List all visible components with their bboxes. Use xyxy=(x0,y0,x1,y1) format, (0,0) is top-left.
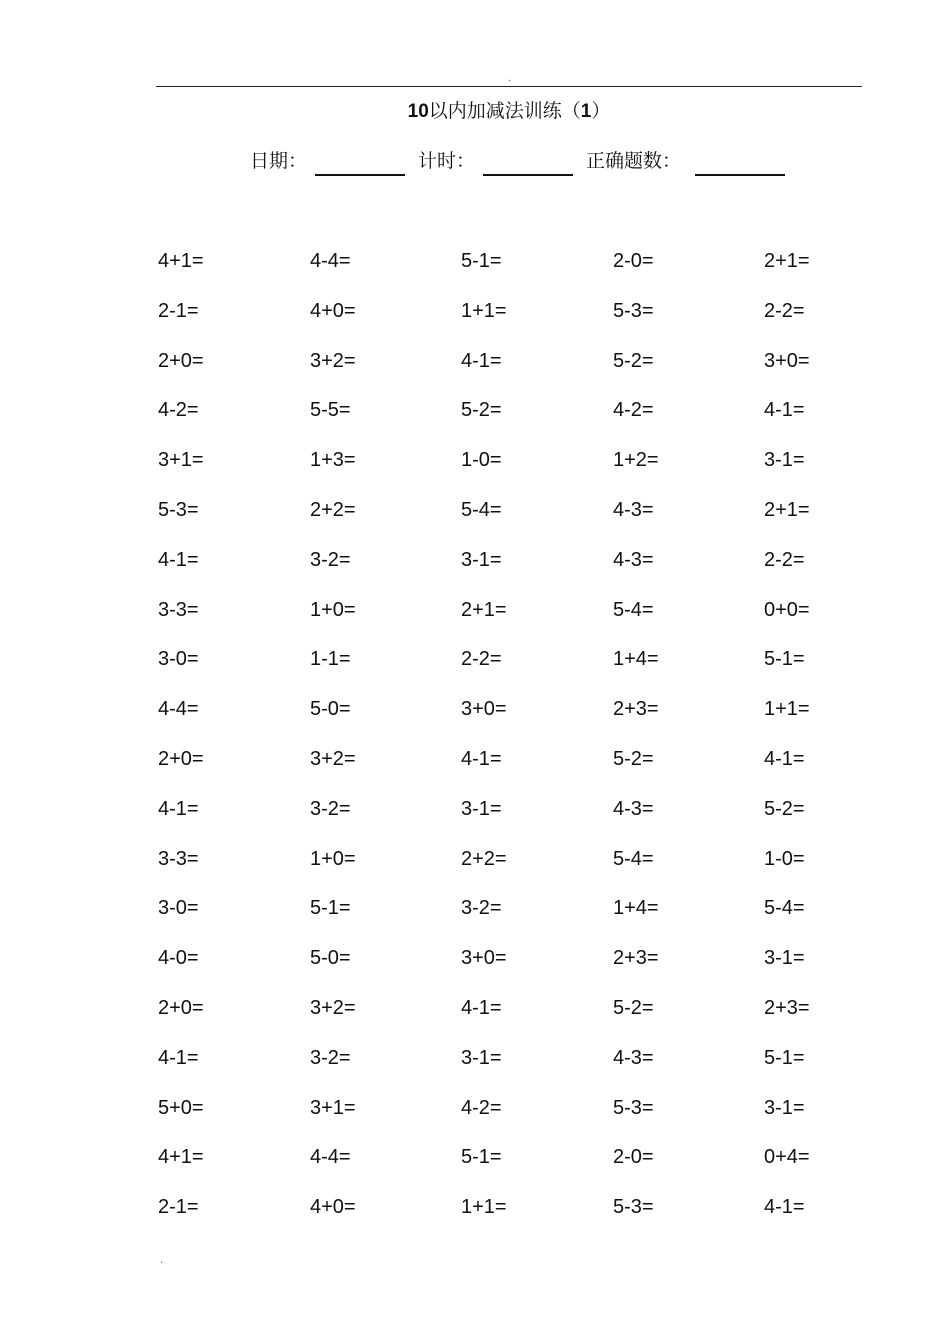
problem-item: 1+0= xyxy=(310,848,356,870)
problem-item: 2-2= xyxy=(764,300,805,322)
problem-item: 5-1= xyxy=(764,1047,805,1069)
problem-item: 3-2= xyxy=(310,798,351,820)
problem-item: 5-2= xyxy=(613,997,654,1019)
problem-item: 4-3= xyxy=(613,798,654,820)
problem-item: 4-1= xyxy=(158,798,199,820)
problem-item: 3-1= xyxy=(764,947,805,969)
problem-item: 2-1= xyxy=(158,1196,199,1218)
problem-item: 5-4= xyxy=(461,499,502,521)
problem-item: 4-2= xyxy=(613,399,654,421)
problem-item: 4-1= xyxy=(461,350,502,372)
problem-item: 3-1= xyxy=(461,798,502,820)
problem-item: 4-2= xyxy=(158,399,199,421)
problem-item: 3-1= xyxy=(764,1097,805,1119)
date-label: 日期： xyxy=(250,150,308,172)
problem-item: 5-2= xyxy=(461,399,502,421)
problem-item: 1+1= xyxy=(764,698,810,720)
problem-item: 5-2= xyxy=(613,748,654,770)
title-number: 10 xyxy=(407,101,429,122)
problem-item: 5-3= xyxy=(158,499,199,521)
problem-item: 1+4= xyxy=(613,648,659,670)
problem-item: 0+0= xyxy=(764,599,810,621)
problem-item: 5-4= xyxy=(613,848,654,870)
problem-item: 5+0= xyxy=(158,1097,204,1119)
problem-item: 4-3= xyxy=(613,1047,654,1069)
problem-item: 5-4= xyxy=(764,897,805,919)
problem-item: 5-5= xyxy=(310,399,351,421)
problem-item: 1-0= xyxy=(461,449,502,471)
problem-item: 4-3= xyxy=(613,549,654,571)
problem-item: 1+4= xyxy=(613,897,659,919)
problem-item: 4-1= xyxy=(764,399,805,421)
problem-item: 2+3= xyxy=(613,947,659,969)
problem-item: 2-2= xyxy=(764,549,805,571)
problem-item: 3+0= xyxy=(461,947,507,969)
problem-item: 2-1= xyxy=(158,300,199,322)
problem-item: 5-1= xyxy=(461,1146,502,1168)
problem-item: 1-1= xyxy=(310,648,351,670)
problem-item: 2+0= xyxy=(158,997,204,1019)
problem-item: 3-1= xyxy=(461,1047,502,1069)
problem-item: 3+2= xyxy=(310,350,356,372)
problem-item: 2-0= xyxy=(613,250,654,272)
problem-item: 1+0= xyxy=(310,599,356,621)
problem-item: 2+3= xyxy=(613,698,659,720)
bottom-mark: . xyxy=(160,1255,164,1266)
problem-item: 1+1= xyxy=(461,300,507,322)
problem-item: 5-0= xyxy=(310,947,351,969)
problem-item: 3+0= xyxy=(764,350,810,372)
problem-item: 5-1= xyxy=(310,897,351,919)
problem-item: 5-3= xyxy=(613,1196,654,1218)
problem-item: 1+1= xyxy=(461,1196,507,1218)
problem-item: 5-0= xyxy=(310,698,351,720)
correct-count-label: 正确题数： xyxy=(586,150,682,172)
top-mark: . xyxy=(508,73,512,84)
problem-item: 4-1= xyxy=(158,549,199,571)
problem-item: 3+2= xyxy=(310,748,356,770)
problem-item: 4-4= xyxy=(310,250,351,272)
problem-item: 3+1= xyxy=(310,1097,356,1119)
problem-item: 0+4= xyxy=(764,1146,810,1168)
problem-item: 4-1= xyxy=(461,748,502,770)
problem-item: 2+3= xyxy=(764,997,810,1019)
problem-item: 4+0= xyxy=(310,1196,356,1218)
problem-item: 3+0= xyxy=(461,698,507,720)
problem-item: 3-2= xyxy=(310,549,351,571)
problem-item: 5-3= xyxy=(613,300,654,322)
problem-item: 1+3= xyxy=(310,449,356,471)
problem-item: 4-1= xyxy=(158,1047,199,1069)
problem-item: 4-4= xyxy=(310,1146,351,1168)
problem-item: 3-2= xyxy=(461,897,502,919)
problem-item: 4-1= xyxy=(461,997,502,1019)
problem-item: 3-1= xyxy=(461,549,502,571)
problem-item: 1+2= xyxy=(613,449,659,471)
problem-item: 2+1= xyxy=(764,250,810,272)
title-text: 以内加减法训练（ xyxy=(428,100,581,122)
problem-item: 2+2= xyxy=(310,499,356,521)
problem-item: 4-4= xyxy=(158,698,199,720)
problem-item: 2+0= xyxy=(158,350,204,372)
time-label: 计时： xyxy=(418,150,476,172)
problem-item: 4+1= xyxy=(158,1146,204,1168)
problem-item: 5-3= xyxy=(613,1097,654,1119)
problem-item: 3-1= xyxy=(764,449,805,471)
problem-item: 1-0= xyxy=(764,848,805,870)
problem-item: 2+1= xyxy=(764,499,810,521)
problem-item: 5-1= xyxy=(461,250,502,272)
problem-item: 4-1= xyxy=(764,748,805,770)
problem-item: 2+1= xyxy=(461,599,507,621)
problem-item: 4+1= xyxy=(158,250,204,272)
problem-item: 2+2= xyxy=(461,848,507,870)
problem-item: 4-0= xyxy=(158,947,199,969)
problem-item: 3-0= xyxy=(158,897,199,919)
problem-item: 2-2= xyxy=(461,648,502,670)
title-index: 1 xyxy=(580,101,592,122)
problem-item: 2-0= xyxy=(613,1146,654,1168)
title-close: ） xyxy=(591,100,611,122)
problem-item: 3+2= xyxy=(310,997,356,1019)
problem-item: 4-1= xyxy=(764,1196,805,1218)
problem-item: 3+1= xyxy=(158,449,204,471)
problem-item: 5-2= xyxy=(764,798,805,820)
problem-item: 3-3= xyxy=(158,848,199,870)
problem-item: 5-2= xyxy=(613,350,654,372)
problem-item: 3-0= xyxy=(158,648,199,670)
problem-item: 4-3= xyxy=(613,499,654,521)
problem-item: 4+0= xyxy=(310,300,356,322)
problem-item: 3-3= xyxy=(158,599,199,621)
problem-item: 5-1= xyxy=(764,648,805,670)
problem-item: 2+0= xyxy=(158,748,204,770)
problem-item: 5-4= xyxy=(613,599,654,621)
problem-item: 4-2= xyxy=(461,1097,502,1119)
problem-item: 3-2= xyxy=(310,1047,351,1069)
